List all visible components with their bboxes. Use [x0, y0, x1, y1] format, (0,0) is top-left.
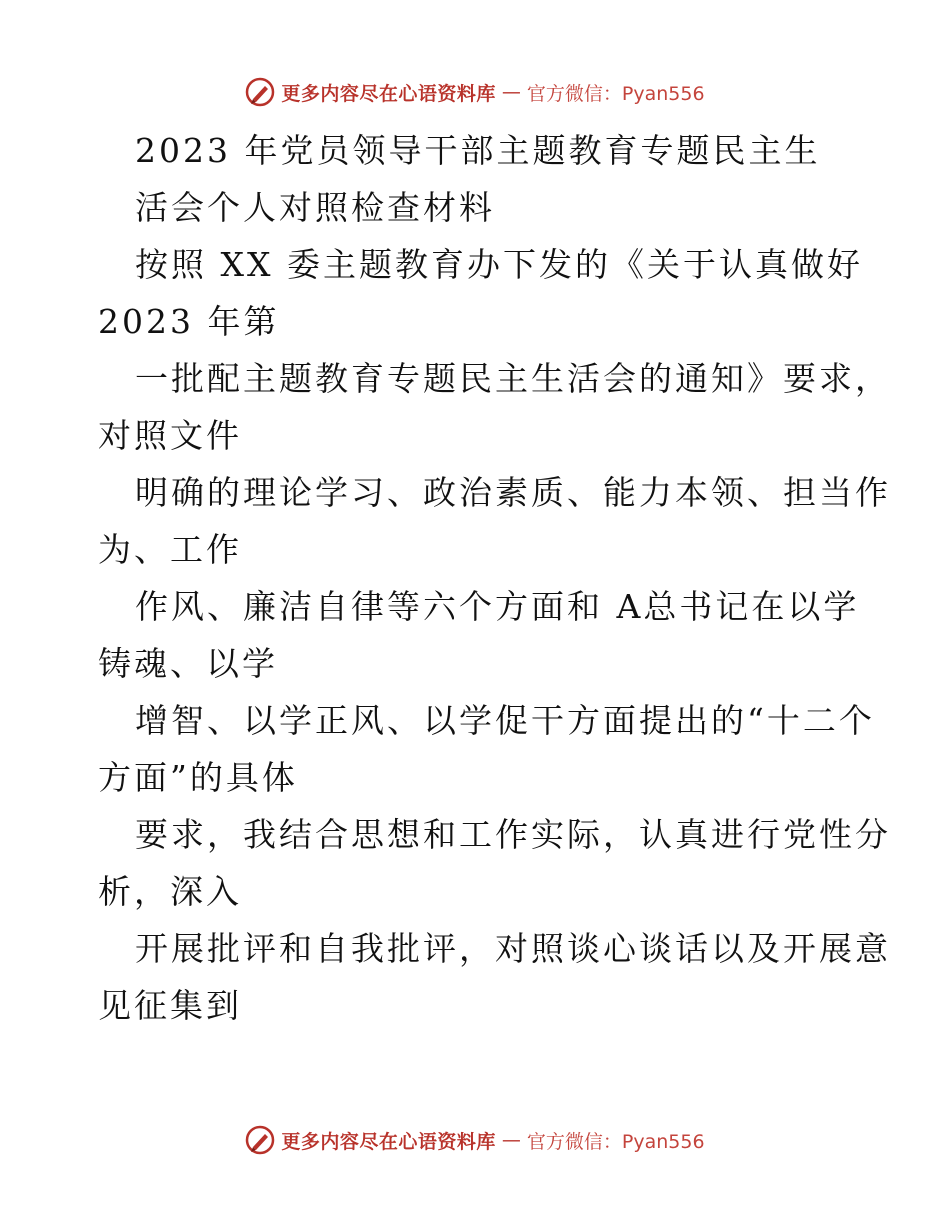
body-line: 一批配主题教育专题民主生活会的通知》要求， [135, 359, 891, 398]
body-line: 按照 XX 委主题教育办下发的《关于认真做好 [135, 245, 863, 284]
body-line: 作风、廉洁自律等六个方面和 A总书记在以学 [135, 587, 860, 626]
title-line-2: 活会个人对照检查材料 [135, 188, 495, 227]
header-watermark [0, 72, 950, 112]
body-line: 明确的理论学习、政治素质、能力本领、担当作 [135, 473, 891, 512]
watermark-brand: 更多内容尽在心语资料库 [281, 1130, 496, 1153]
watermark-separator: — [501, 1129, 521, 1151]
body-line: 增智、以学正风、以学促干方面提出的“十二个 [135, 701, 875, 740]
body-line: 铸魂、以学 [98, 644, 278, 683]
watermark-brand: 更多内容尽在心语资料库 [281, 82, 496, 105]
body-line: 要求，我结合思想和工作实际，认真进行党性分 [135, 815, 891, 854]
body-line: 为、工作 [98, 530, 242, 569]
pen-logo-icon [245, 1125, 275, 1155]
document-body [98, 122, 891, 1034]
body-line: 见征集到 [98, 986, 242, 1025]
watermark-contact: 官方微信：Pyan556 [526, 1130, 705, 1153]
body-line: 对照文件 [98, 416, 242, 455]
footer-watermark [0, 1120, 950, 1160]
title-line-1: 2023 年党员领导干部主题教育专题民主生 [135, 131, 821, 170]
watermark-separator: — [501, 81, 521, 103]
body-line: 开展批评和自我批评，对照谈心谈话以及开展意 [135, 929, 891, 968]
body-line: 方面”的具体 [98, 758, 298, 797]
watermark-contact: 官方微信：Pyan556 [526, 82, 705, 105]
body-line: 2023 年第 [98, 302, 280, 341]
pen-logo-icon [245, 77, 275, 107]
body-line: 析，深入 [98, 872, 242, 911]
